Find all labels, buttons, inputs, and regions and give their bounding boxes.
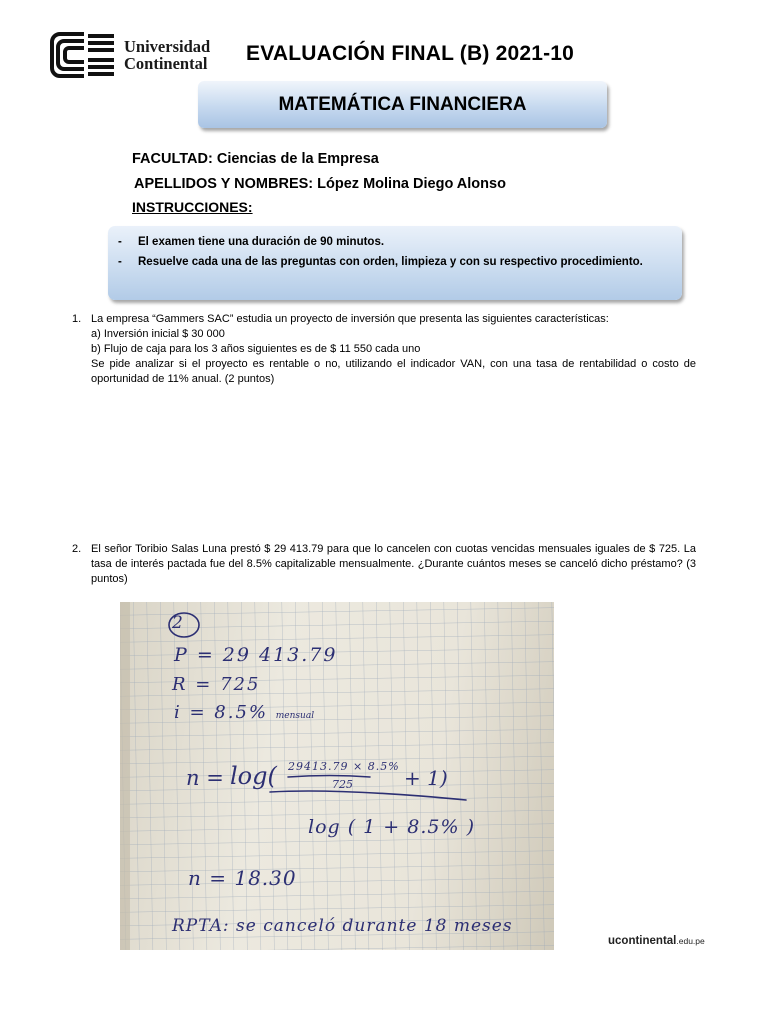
question-number: 2. (72, 543, 82, 555)
hw-log-open: log( (230, 762, 277, 790)
instructions-box: - El examen tiene una duración de 90 minutos. - Resuelve cada una de las preguntas con orden, limpieza y con su respectivo procedimiento. (108, 226, 682, 300)
logo-line-1: Universidad (124, 37, 211, 56)
course-title: MATEMÁTICA FINANCIERA (278, 93, 527, 115)
footer-brand (608, 935, 705, 947)
question-line: Se pide analizar si el proyecto es rentable o no, utilizando el indicador VAN, con una tasa de rentabilidad o costo de oportunidad de 11% anual. (2 puntos) (91, 358, 696, 385)
logo-line-2: Continental (124, 54, 208, 73)
hw-plus-one: + 1) (404, 766, 448, 790)
student-name-field (134, 176, 506, 192)
instruction-text: El examen tiene una duración de 90 minutos. (138, 236, 385, 248)
hw-circle-number: 2 (172, 613, 183, 633)
footer-brand-suffix: .edu.pe (676, 936, 705, 946)
question-line: a) Inversión inicial $ 30 000 (91, 328, 225, 340)
university-logo-icon (50, 32, 116, 78)
hw-line-i-note: mensual (275, 711, 315, 721)
hw-fraction-denominator: 725 (332, 778, 353, 791)
course-title-box (198, 81, 607, 128)
question-number: 1. (72, 313, 82, 325)
hw-n-label: n = (186, 766, 224, 790)
hw-denominator: log ( 1 + 8.5% ) (308, 816, 475, 838)
university-logo-text (124, 38, 210, 72)
question-line: El señor Toribio Salas Luna prestó $ 29 413.79 para que lo cancelen con cuotas vencidas mensuales iguales de $ 725. La tasa de interés pactada fue del 8.5% capitalizable mensualmente. ¿Durante cuántos meses se canceló dicho préstamo? (3 puntos) (91, 543, 696, 585)
exam-title: EVALUACIÓN FINAL (B) 2021-10 (246, 42, 575, 65)
question-line: La empresa “Gammers SAC” estudia un proyecto de inversión que presenta las siguientes características: (91, 313, 609, 325)
hw-line-i-value: i = 8.5% (174, 702, 269, 723)
hw-answer: RPTA: se canceló durante 18 meses (172, 916, 513, 936)
faculty-value: Ciencias de la Empresa (216, 151, 379, 167)
hw-line-p: P = 29 413.79 (174, 644, 338, 666)
instruction-text: Resuelve cada una de las preguntas con orden, limpieza y con su respectivo procedimiento. (138, 256, 643, 268)
student-name-label: APELLIDOS Y NOMBRES: (134, 176, 314, 192)
student-name-value: López Molina Diego Alonso (317, 176, 506, 192)
hw-line-i (174, 702, 314, 723)
faculty-field (132, 151, 379, 167)
hw-line-r: R = 725 (172, 674, 261, 695)
faculty-label: FACULTAD: (132, 151, 213, 167)
handwritten-solution-photo (120, 602, 554, 950)
footer-brand-name: ucontinental (608, 935, 677, 947)
question-line: b) Flujo de caja para los 3 años siguientes es de $ 11 550 cada uno (91, 343, 421, 355)
instructions-heading: INSTRUCCIONES: (132, 199, 253, 215)
hw-result: n = 18.30 (188, 866, 297, 890)
hw-fraction-numerator: 29413.79 × 8.5% (288, 760, 400, 773)
